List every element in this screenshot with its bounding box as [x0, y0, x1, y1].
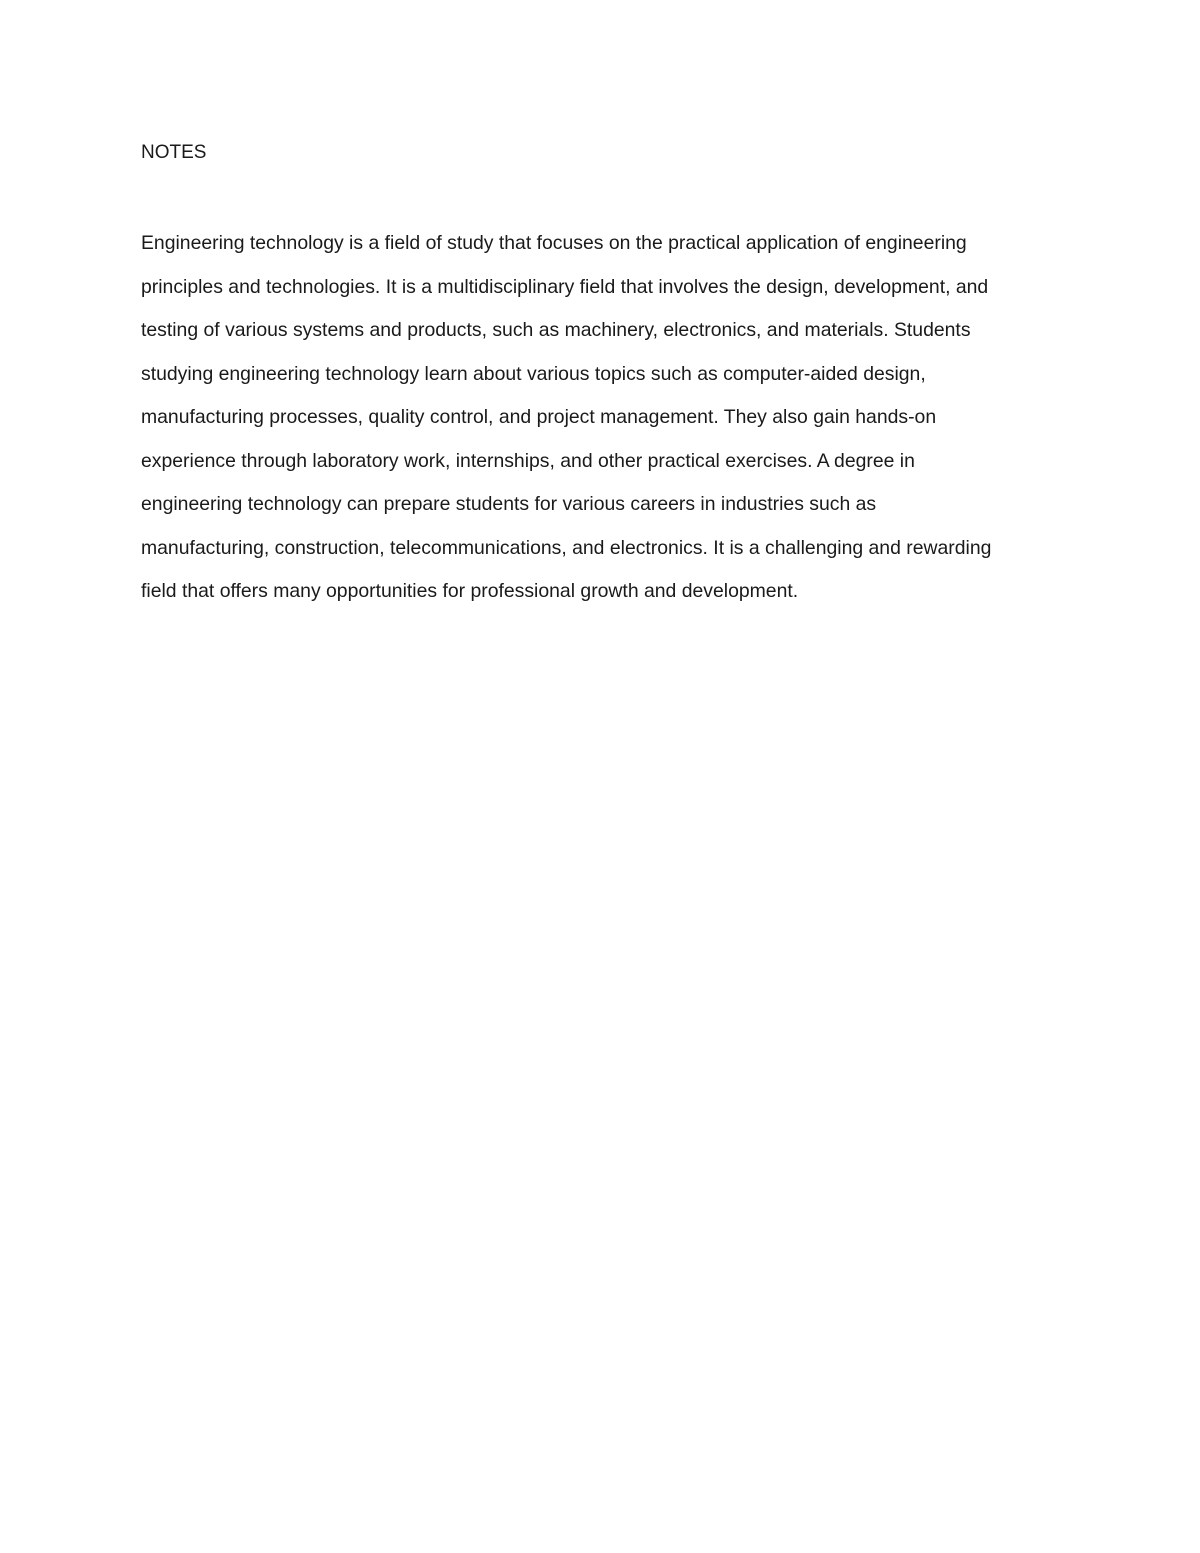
paragraph-line: studying engineering technology learn about various topics such as computer-aided design, — [141, 362, 926, 385]
paragraph-line: testing of various systems and products, such as machinery, electronics, and materials. Students — [141, 319, 971, 341]
body-paragraph — [141, 222, 1066, 614]
document-body — [141, 138, 1066, 614]
notes-heading: NOTES — [141, 142, 207, 163]
paragraph-line: manufacturing, construction, telecommunications, and electronics. It is a challenging and rewarding — [141, 536, 992, 559]
paragraph-line: manufacturing processes, quality control, and project management. They also gain hands-on — [141, 406, 937, 428]
paragraph-line: field that offers many opportunities for professional growth and development. — [141, 580, 799, 602]
paragraph-line: Engineering technology is a field of study that focuses on the practical application of engineering — [141, 232, 967, 254]
paragraph-line: engineering technology can prepare students for various careers in industries such as — [141, 493, 877, 515]
paragraph-line: experience through laboratory work, internships, and other practical exercises. A degree in — [141, 449, 915, 472]
paragraph-line: principles and technologies. It is a multidisciplinary field that involves the design, development, and — [141, 275, 989, 298]
